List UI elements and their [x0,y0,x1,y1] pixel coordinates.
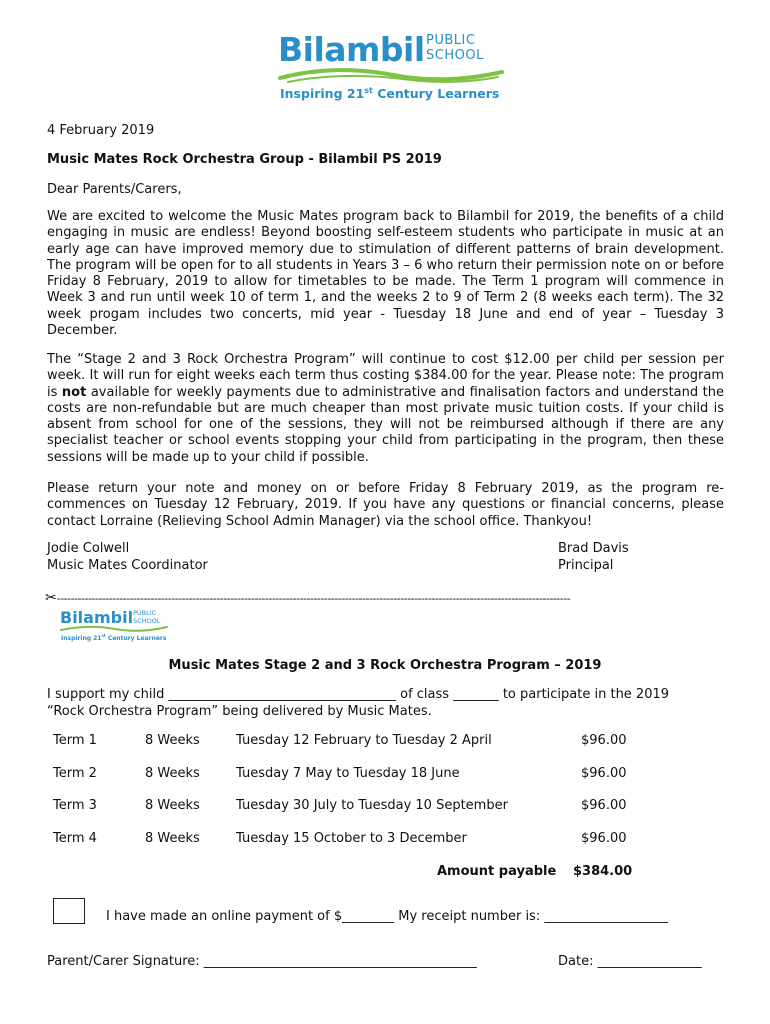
scissors-icon: ✂ [45,590,57,606]
term-label: Term 1 [53,733,97,748]
term-dates: Tuesday 15 October to 3 December [236,831,467,846]
signatory-right-name: Brad Davis [558,541,629,556]
parent-signature-line: Parent/Carer Signature: __________________________________________ [47,954,477,969]
date-line: Date: ________________ [558,954,702,969]
paragraph-program-intro: We are excited to welcome the Music Mates program back to Bilambil for 2019, the benefits of a child engaging in music are endless! Beyond boosting self-esteem students who participate in music at an early age can have improved memory due to stimulation of different patterns of brain development. The program will be open for to all students in Years 3 – 6 who return their permission note on or before Friday 8 February, 2019 to allow for timetables to be made. The Term 1 program will commence in Week 3 and run until week 10 of term 1, and the weeks 2 to 9 of Term 2 (8 weeks each term). The 32 week progam includes two concerts, mid year - Tuesday 18 June and end of year – Tuesday 3 December. [47,209,724,339]
logo-small-name: Bilambil [60,608,134,627]
term-weeks: 8 Weeks [145,831,200,846]
logo-small-tagline: Inspiring 21st Century Learners [61,633,167,642]
amount-payable-label: Amount payable [437,864,557,879]
school-logo-small [60,608,170,644]
support-line-1: I support my child ___________________________________ of class _______ to participate in the 2019 [47,687,670,702]
form-title: Music Mates Stage 2 and 3 Rock Orchestra Program – 2019 [168,658,602,673]
online-payment-line: I have made an online payment of $________ My receipt number is: ___________________ [106,909,668,924]
online-payment-checkbox[interactable] [53,898,85,924]
term-row [53,766,633,784]
term-row [53,831,633,849]
term-cost: $96.00 [581,831,627,846]
signatory-left-role: Music Mates Coordinator [47,558,208,573]
logo-swoosh [278,66,504,86]
term-cost: $96.00 [581,798,627,813]
term-row [53,798,633,816]
signatory-left-name: Jodie Colwell [47,541,130,556]
term-dates: Tuesday 12 February to Tuesday 2 April [236,733,492,748]
letter-date: 4 February 2019 [47,123,155,138]
logo-school: SCHOOL [426,48,484,63]
cut-line [45,590,720,606]
letter-heading: Music Mates Rock Orchestra Group - Bilambil PS 2019 [47,152,442,167]
logo-small-swoosh [60,625,168,633]
school-logo [278,30,508,106]
term-weeks: 8 Weeks [145,766,200,781]
term-label: Term 4 [53,831,97,846]
term-label: Term 3 [53,798,97,813]
logo-small-public: PUBLIC [133,609,157,617]
logo-small-school: SCHOOL [133,617,161,625]
logo-public: PUBLIC [426,33,476,48]
term-dates: Tuesday 30 July to Tuesday 10 September [236,798,508,813]
dashed-line: ---------------------------------------------------------------------------------------------------------------------------------------------------- [56,592,571,605]
term-dates: Tuesday 7 May to Tuesday 18 June [236,766,460,781]
signatory-right-role: Principal [558,558,614,573]
paragraph-program-cost: The “Stage 2 and 3 Rock Orchestra Program” will continue to cost $12.00 per child per session per week. It will run for eight weeks each term thus costing $384.00 for the year. Please note: The program is not available for weekly payments due to administrative and finalisation factors and understand the costs are non-refundable but are much cheaper than most private music tuition costs. If your child is absent from school for one of the sessions, they will not be reimbursed although if there are any specialist teacher or school events stopping your child from participating in the program, then these sessions will be made up to your child if possible. [47,352,724,465]
paragraph-return-note: Please return your note and money on or before Friday 8 February 2019, as the program re-commences on Tuesday 12 February, 2019. If you have any questions or financial concerns, please contact Lorraine (Relieving School Admin Manager) via the school office. Thankyou! [47,481,724,529]
term-label: Term 2 [53,766,97,781]
term-weeks: 8 Weeks [145,733,200,748]
term-weeks: 8 Weeks [145,798,200,813]
logo-tagline: Inspiring 21st Century Learners [280,86,500,102]
term-cost: $96.00 [581,733,627,748]
term-cost: $96.00 [581,766,627,781]
term-row [53,733,633,751]
letter-salutation: Dear Parents/Carers, [47,182,182,197]
amount-payable-value: $384.00 [573,864,633,879]
support-line-2: “Rock Orchestra Program” being delivered by Music Mates. [47,704,432,719]
logo-name: Bilambil [278,30,425,69]
